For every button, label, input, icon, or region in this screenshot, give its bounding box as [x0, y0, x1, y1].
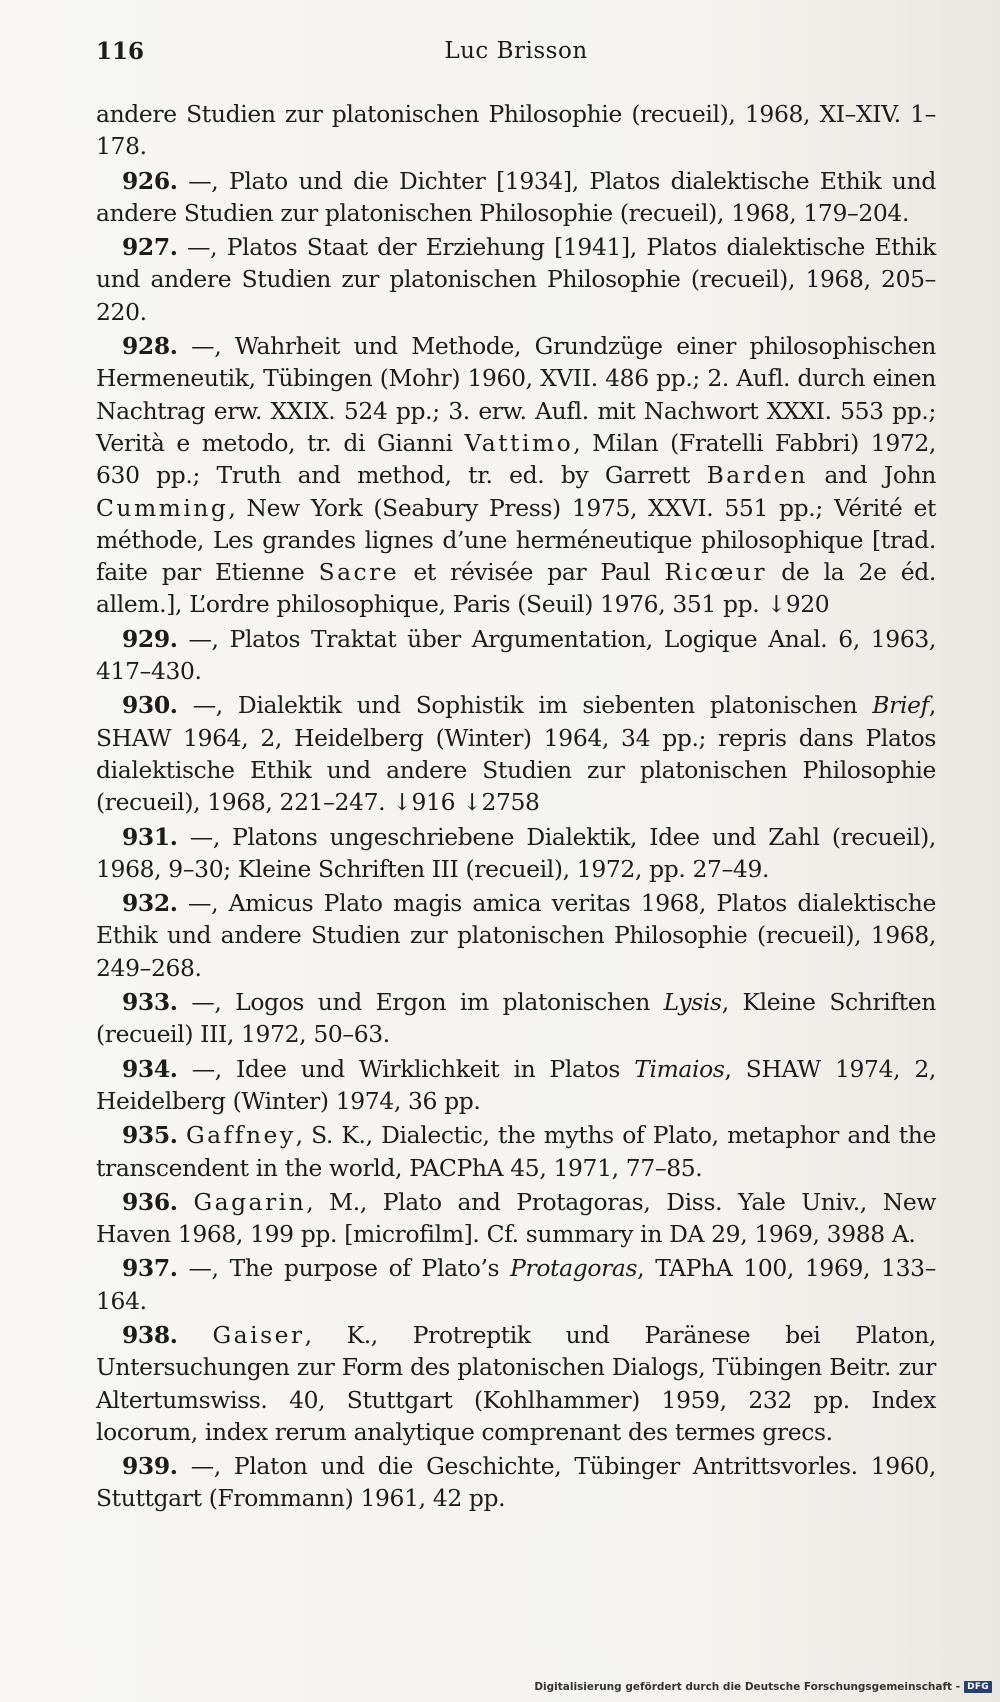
page-number: 116	[96, 38, 145, 65]
author-name: Gagarin	[193, 1187, 307, 1216]
bibliography-entry: 936. Gagarin, M., Plato and Protagoras, Diss. Yale Univ., New Haven 1968, 199 pp. [microfilm]. Cf. summary in DA 29, 1969, 3988 A.	[96, 1187, 936, 1249]
entry-number: 926.	[122, 166, 178, 195]
bibliography-entry: 929. —, Platos Traktat über Argumentation, Logique Anal. 6, 1963, 417–430.	[96, 624, 936, 686]
author-name: Ricœur	[664, 558, 768, 587]
entry-number: 928.	[122, 332, 178, 361]
italic-title: Lysis	[663, 988, 722, 1017]
bibliography-entry: 927. —, Platos Staat der Erziehung [1941], Platos dialektische Ethik und andere Studien zur platonischen Philosophie (recueil), 1968, 205–220.	[96, 233, 936, 326]
author-name: Gaffney	[186, 1121, 296, 1150]
bibliography-entry: 932. —, Amicus Plato magis amica veritas 1968, Platos dialektische Ethik und andere Studien zur platonischen Philosophie (recueil), 1968, 249–268.	[96, 889, 936, 982]
bibliography-entry: 937. —, The purpose of Plato’s Protagoras, TAPhA 100, 1969, 133–164.	[96, 1254, 936, 1315]
entry-number: 931.	[122, 822, 178, 851]
italic-title: Protagoras	[510, 1254, 638, 1283]
entry-number: 930.	[122, 691, 178, 720]
entry-number: 929.	[122, 624, 178, 653]
bibliography-list	[96, 98, 936, 1517]
bibliography-entry: 939. —, Platon und die Geschichte, Tübinger Antrittsvorles. 1960, Stuttgart (Frommann) 1961, 42 pp.	[96, 1452, 936, 1513]
bibliography-entry: 933. —, Logos und Ergon im platonischen Lysis, Kleine Schriften (recueil) III, 1972, 50–63.	[96, 988, 936, 1049]
entry-number: 933.	[122, 988, 178, 1017]
entry-number: 938.	[122, 1320, 178, 1349]
author-name: Cumming	[96, 493, 229, 522]
bibliography-entry: 930. —, Dialektik und Sophistik im siebenten platonischen Brief, SHAW 1964, 2, Heidelberg (Winter) 1964, 34 pp.; repris dans Platos dialektische Ethik und andere Studien zur platonischen Philosophie (recueil), 1968, 221–247. ↓916 ↓2758	[96, 691, 936, 817]
entry-number: 939.	[122, 1452, 178, 1481]
bibliography-entry: 934. —, Idee und Wirklichkeit in Platos Timaios, SHAW 1974, 2, Heidelberg (Winter) 1974, 36 pp.	[96, 1054, 936, 1115]
bibliography-entry-continuation: andere Studien zur platonischen Philosophie (recueil), 1968, XI–XIV. 1–178.	[96, 100, 936, 161]
italic-title: Timaios	[634, 1054, 725, 1083]
author-name: Vattimo	[464, 428, 574, 457]
entry-number: 935.	[122, 1121, 178, 1150]
author-name: Gaiser	[212, 1320, 305, 1349]
bibliography-entry: 928. —, Wahrheit und Methode, Grundzüge einer philosophischen Hermeneutik, Tübingen (Mohr) 1960, XVII. 486 pp.; 2. Aufl. durch einen Nachtrag erw. XXIX. 524 pp.; 3. erw. Aufl. mit Nachwort XXXI. 553 pp.; Verità e metodo, tr. di Gianni Vattimo, Milan (Fratelli Fabbri) 1972, 630 pp.; Truth and method, tr. ed. by Garrett Barden and John Cumming, New York (Seabury Press) 1975, XXVI. 551 pp.; Vérité et méthode, Les grandes lignes d’une herméneutique philosophique [trad. faite par Etienne Sacre et révisée par Paul Ricœur de la 2e éd. allem.], L’ordre philosophique, Paris (Seuil) 1976, 351 pp. ↓920	[96, 332, 936, 619]
italic-title: Brief	[872, 691, 929, 720]
entry-number: 932.	[122, 889, 178, 918]
entry-number: 936.	[122, 1187, 178, 1216]
running-head: Luc Brisson	[444, 38, 588, 64]
bibliography-entry: 926. —, Plato und die Dichter [1934], Platos dialektische Ethik und andere Studien zur platonischen Philosophie (recueil), 1968, 179–204.	[96, 166, 936, 227]
author-name: Barden	[706, 461, 808, 490]
dfg-logo: DFG	[964, 1681, 992, 1693]
footer-credit-text: Digitalisierung gefördert durch die Deutsche Forschungsgemeinschaft -	[534, 1681, 961, 1693]
entry-number: 927.	[122, 233, 178, 262]
entry-number: 934.	[122, 1054, 178, 1083]
page-header	[96, 38, 936, 72]
bibliography-entry: 935. Gaffney, S. K., Dialectic, the myths of Plato, metaphor and the transcendent in the world, PACPhA 45, 1971, 77–85.	[96, 1121, 936, 1182]
bibliography-entry: 931. —, Platons ungeschriebene Dialektik, Idee und Zahl (recueil), 1968, 9–30; Kleine Schriften III (recueil), 1972, pp. 27–49.	[96, 822, 936, 883]
entry-number: 937.	[122, 1254, 178, 1283]
author-name: Sacre	[318, 558, 400, 587]
digitization-footer	[534, 1678, 992, 1696]
bibliography-entry: 938. Gaiser, K., Protreptik und Paränese bei Platon, Untersuchungen zur Form des platonischen Dialogs, Tübingen Beitr. zur Altertumswiss. 40, Stuttgart (Kohlhammer) 1959, 232 pp. Index locorum, index rerum analytique comprenant des termes grecs.	[96, 1320, 936, 1446]
